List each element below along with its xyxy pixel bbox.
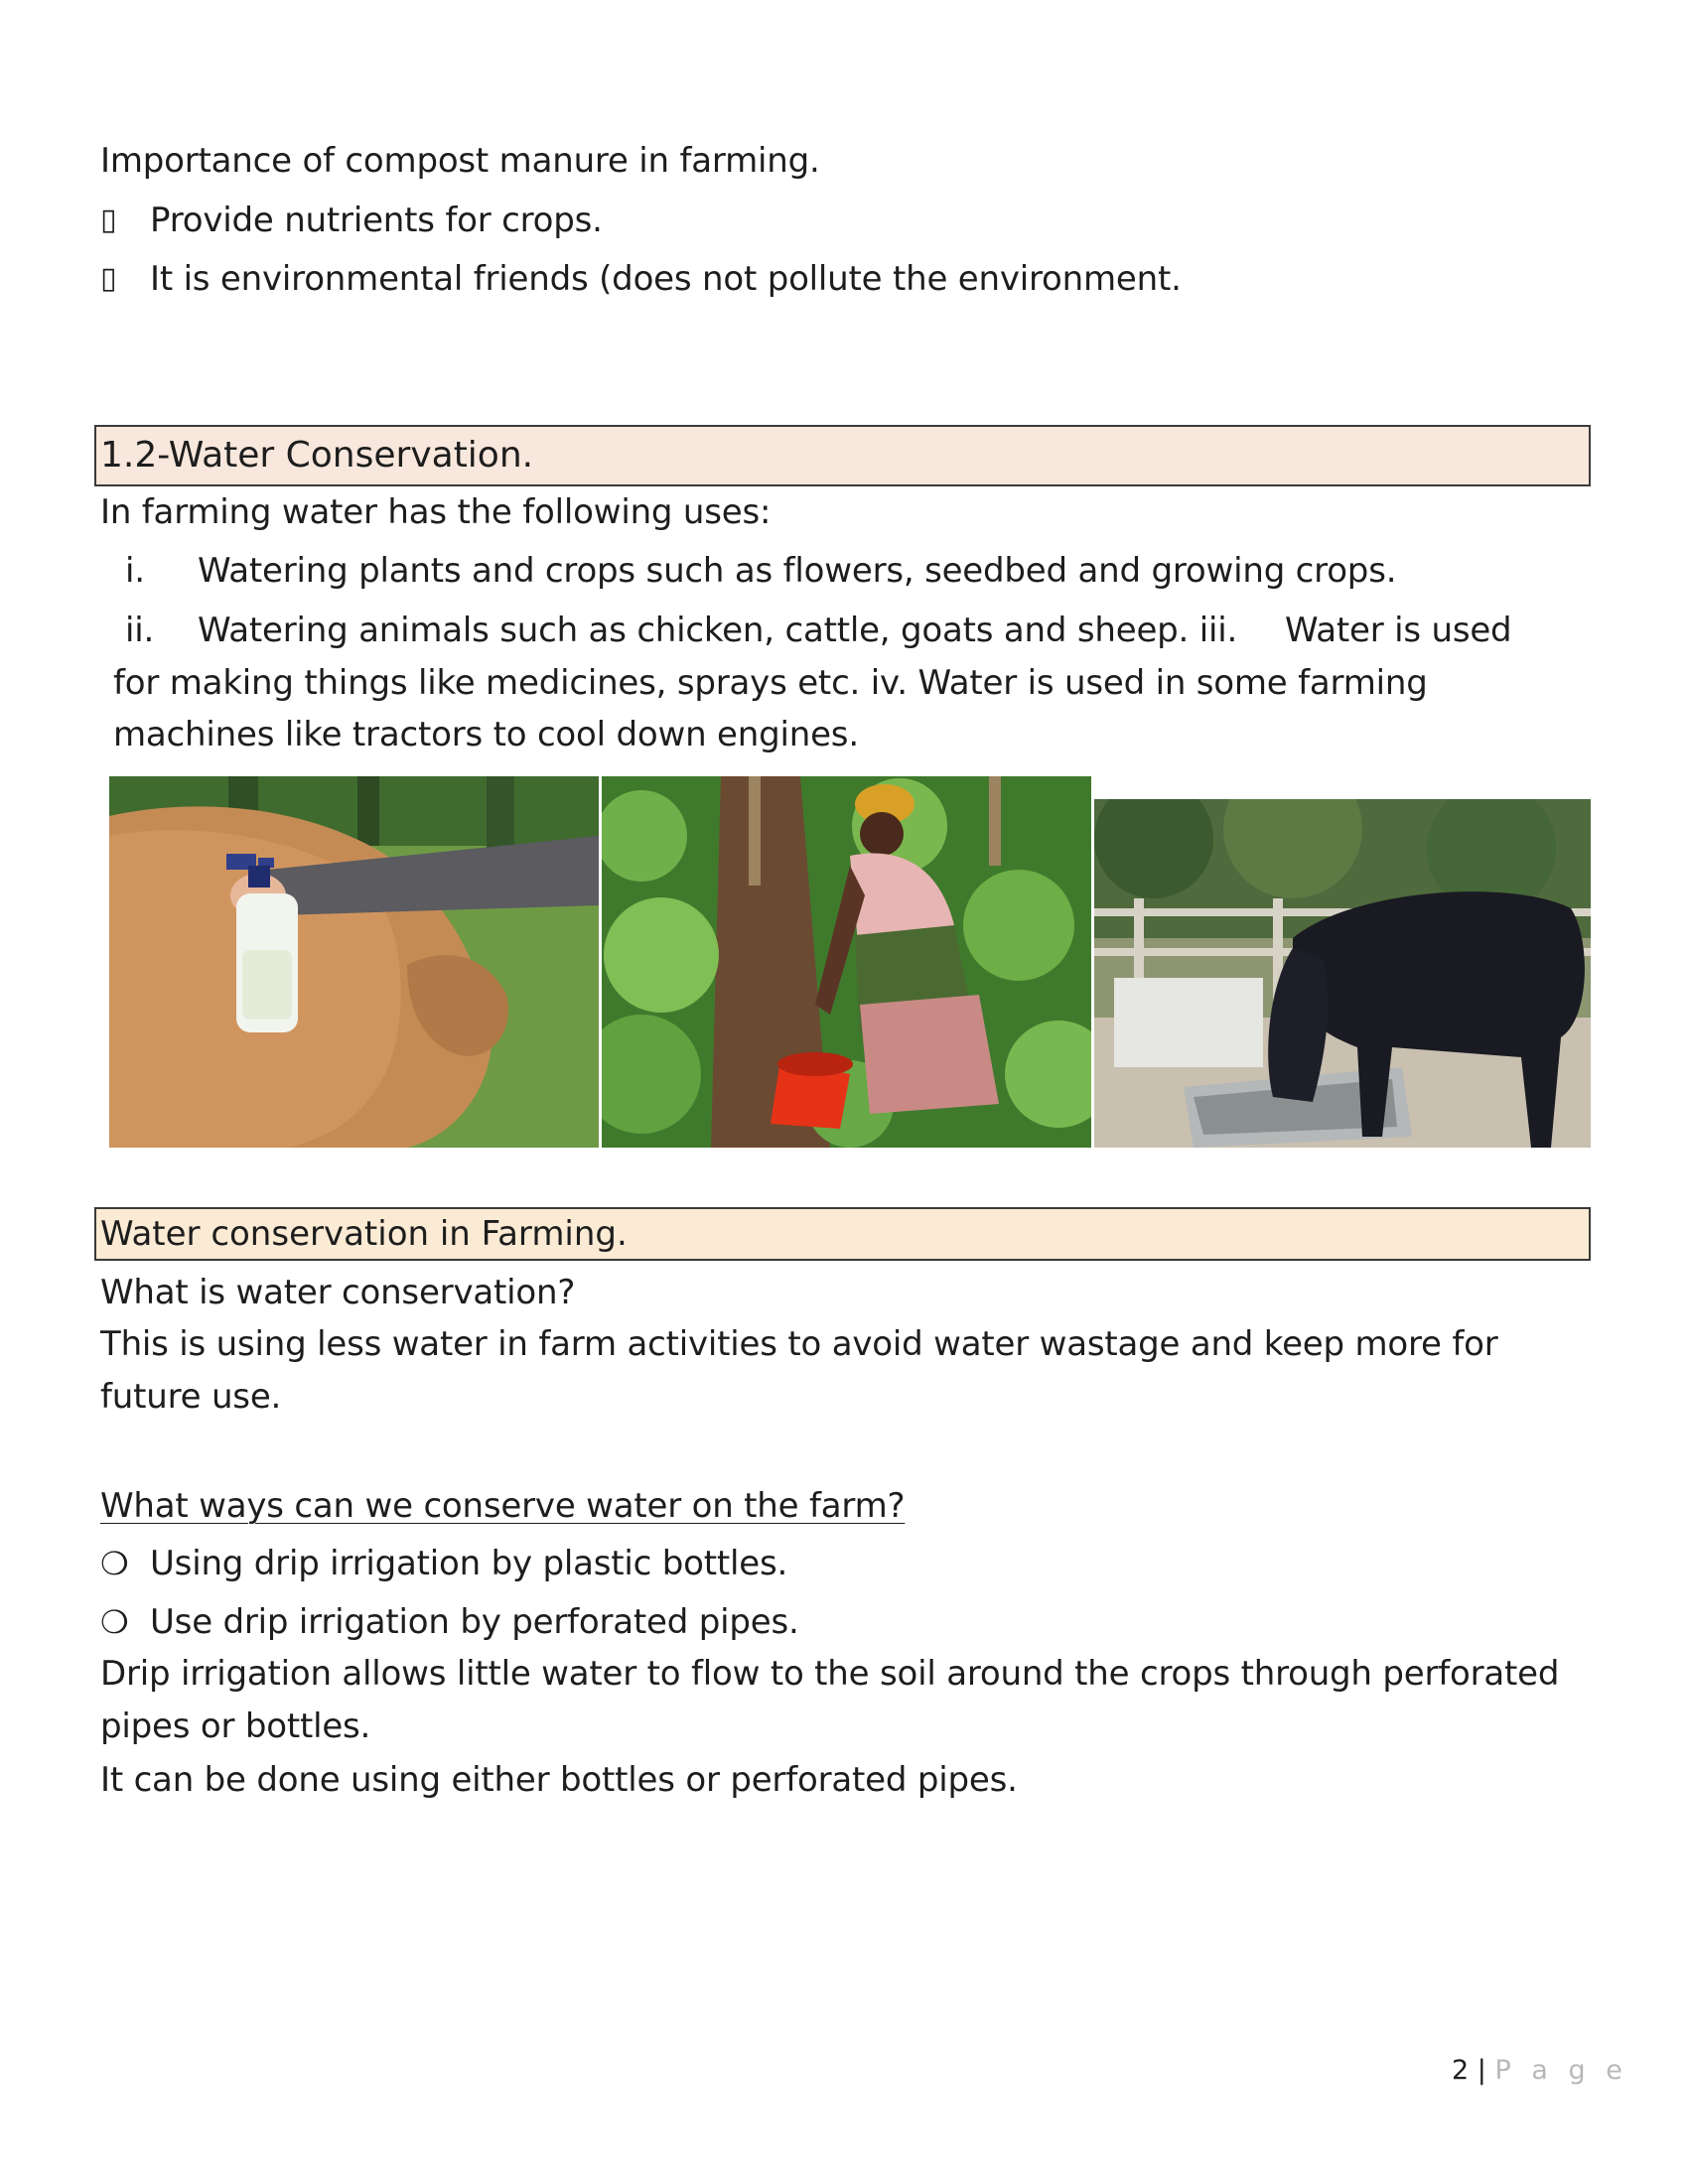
compost-bullet-2: It is environmental friends (does not pollute the environment. — [150, 259, 1182, 299]
page-separator: | — [1477, 2055, 1486, 2086]
use-item-1: Watering plants and crops such as flowers, seedbed and growing crops. — [198, 551, 1397, 591]
conservation-way-2: Use drip irrigation by perforated pipes. — [150, 1602, 799, 1642]
use-item-3-start: Water is used — [1285, 611, 1512, 650]
page-number: 2 — [1452, 2055, 1470, 2086]
water-uses-intro: In farming water has the following uses: — [100, 492, 772, 532]
page-label: P a g e — [1494, 2055, 1628, 2086]
square-box-icon: ▯ — [100, 261, 117, 296]
conservation-definition: This is using less water in farm activities to avoid water wastage and keep more for future use. — [100, 1324, 1498, 1417]
compost-heading: Importance of compost manure in farming. — [100, 141, 820, 181]
conservation-question: What is water conservation? — [100, 1273, 576, 1312]
conservation-ways-question: What ways can we conserve water on the farm? — [100, 1486, 906, 1526]
page-footer — [1452, 2055, 1628, 2087]
section-title-water-conservation: 1.2-Water Conservation. — [94, 425, 1591, 486]
square-box-icon: ▯ — [100, 203, 117, 237]
photo-cow-drinking — [1094, 799, 1591, 1148]
use-item-2: Watering animals such as chicken, cattle, goats and sheep. iii. — [198, 611, 1238, 650]
use-continuation-2: machines like tractors to cool down engines. — [113, 715, 859, 754]
conservation-way-1: Using drip irrigation by plastic bottles. — [150, 1544, 788, 1583]
conservation-closing: It can be done using either bottles or perforated pipes. — [100, 1760, 1018, 1800]
hollow-circle-icon: ❍ — [100, 1545, 129, 1582]
use-continuation-1: for making things like medicines, sprays etc. iv. Water is used in some farming — [113, 663, 1428, 703]
use-numeral-i: i. — [125, 551, 145, 591]
compost-bullet-1: Provide nutrients for crops. — [150, 201, 603, 240]
hollow-circle-icon: ❍ — [100, 1603, 129, 1641]
photo-spraying-cow — [109, 776, 599, 1148]
use-numeral-ii: ii. — [125, 611, 155, 650]
section-title-water-conservation-farming: Water conservation in Farming. — [94, 1207, 1591, 1261]
photo-watering-crops — [602, 776, 1091, 1148]
drip-irrigation-text: Drip irrigation allows little water to flow to the soil around the crops through perforated pipes or bottles. — [100, 1654, 1560, 1746]
